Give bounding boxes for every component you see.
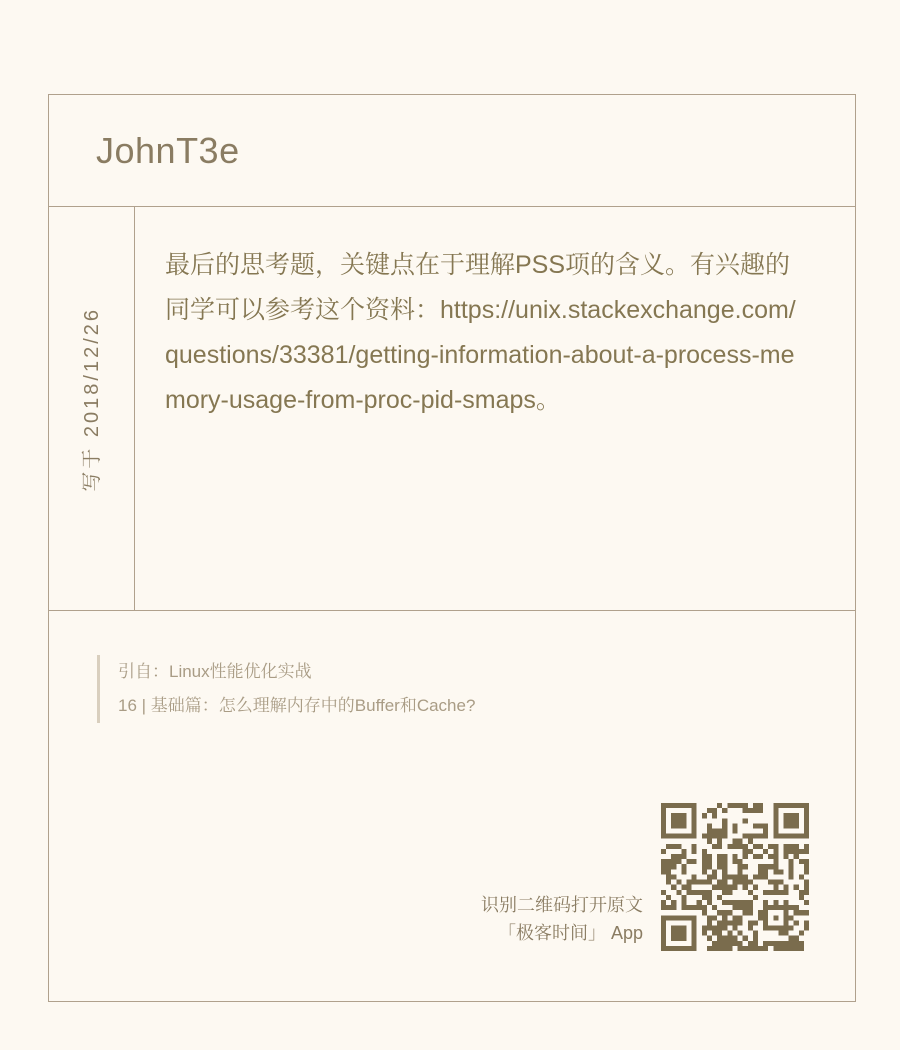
card-body: [49, 207, 855, 611]
qr-caption: [481, 891, 643, 947]
quote-area: [135, 207, 855, 610]
quote-card: [48, 94, 856, 1002]
qr-code-image: [661, 803, 809, 951]
written-date: 写于 2018/12/26: [80, 307, 103, 492]
source-chapter: 16 | 基础篇：怎么理解内存中的Buffer和Cache?: [118, 696, 476, 715]
qr-caption-line1: 识别二维码打开原文: [481, 895, 643, 915]
qr-code[interactable]: [661, 803, 809, 951]
date-rail: [49, 207, 135, 610]
quote-text: 最后的思考题，关键点在于理解PSS项的含义。有兴趣的同学可以参考这个资料：https://unix.stackexchange.com/questions/33381/getting-information-about-a-process-memory-usage-from-proc-pid-smaps。: [165, 251, 796, 414]
qr-caption-line2: 「极客时间」 App: [497, 923, 643, 943]
source-title: 引自：Linux性能优化实战: [118, 662, 312, 681]
author-name: JohnT3e: [96, 129, 240, 171]
source-block: [97, 655, 855, 723]
card-header: [49, 95, 855, 207]
card-footer: [49, 803, 855, 973]
